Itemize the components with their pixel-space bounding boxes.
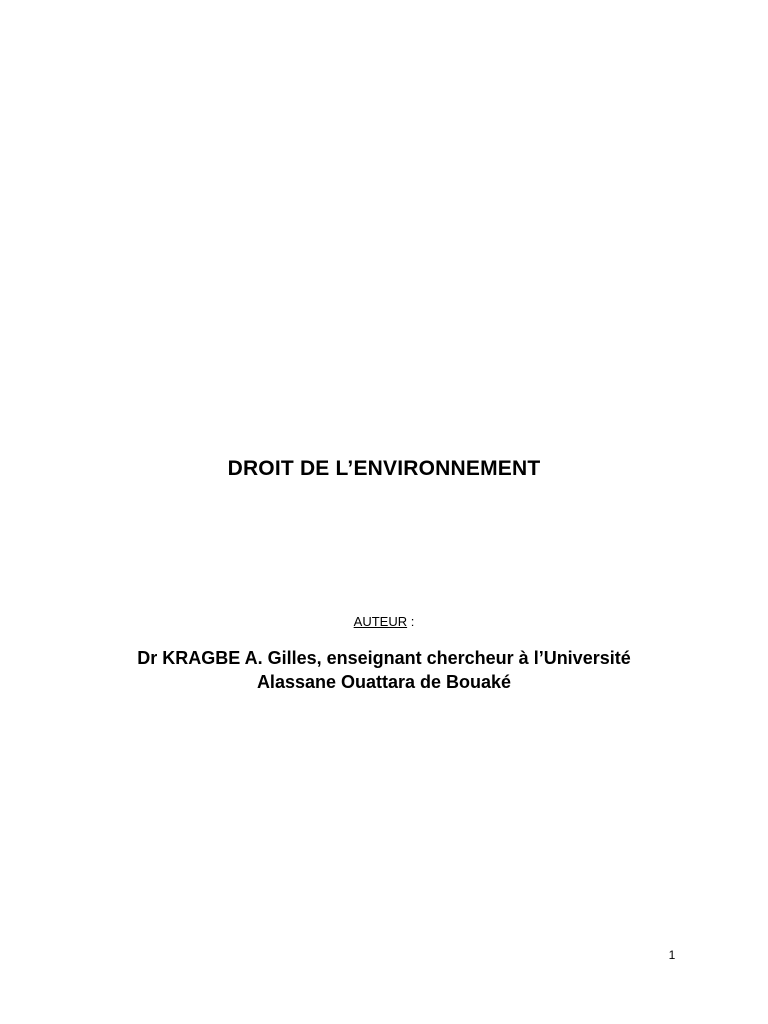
author-name-line-1: Dr KRAGBE A. Gilles, enseignant chercheur à l’Université — [137, 648, 631, 668]
author-label-separator: : — [407, 614, 415, 629]
page-number: 1 — [668, 948, 676, 962]
author-label: AUTEUR — [353, 614, 408, 629]
author-name-line-2: Alassane Ouattara de Bouaké — [256, 672, 512, 692]
author-heading — [0, 613, 768, 631]
document-title: DROIT DE L’ENVIRONNEMENT — [227, 457, 541, 480]
author-name-block — [60, 646, 708, 694]
